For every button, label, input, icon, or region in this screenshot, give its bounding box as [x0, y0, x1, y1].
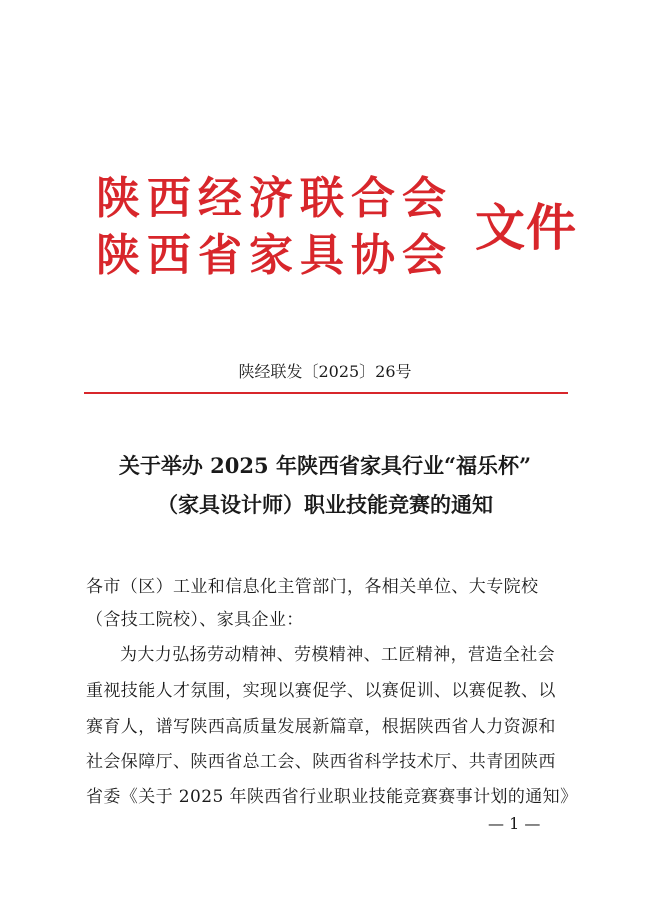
- salutation-line-2: （含技工院校）、家具企业：: [86, 610, 304, 630]
- salutation-line-1: 各市（区）工业和信息化主管部门，各相关单位、大专院校: [86, 577, 539, 597]
- issuing-org-2: 陕西省家具协会: [96, 230, 453, 281]
- paragraph-line: 赛育人，谱写陕西高质量发展新篇章，根据陕西省人力资源和: [86, 717, 556, 737]
- notice-title-line-1: 关于举办 2025 年陕西省家具行业“福乐杯”: [118, 453, 532, 478]
- paragraph-line: 社会保障厅、陕西省总工会、陕西省科学技术厅、共青团陕西: [86, 752, 556, 772]
- notice-title-line-2: （家具设计师）职业技能竞赛的通知: [157, 492, 493, 517]
- red-separator-line: [84, 392, 568, 394]
- paragraph-line: 重视技能人才氛围，实现以赛促学、以赛促训、以赛促教、以: [86, 681, 556, 701]
- paragraph-line: 省委《关于 2025 年陕西省行业职业技能竞赛赛事计划的通知》: [86, 787, 578, 807]
- document-type-label: 文件: [475, 198, 577, 257]
- issuing-org-1: 陕西经济联合会: [96, 173, 453, 224]
- paragraph-line: 为大力弘扬劳动精神、劳模精神、工匠精神，营造全社会: [120, 645, 555, 665]
- page-number: — 1 —: [488, 814, 541, 833]
- document-number: 陕经联发〔2025〕26号: [238, 362, 412, 381]
